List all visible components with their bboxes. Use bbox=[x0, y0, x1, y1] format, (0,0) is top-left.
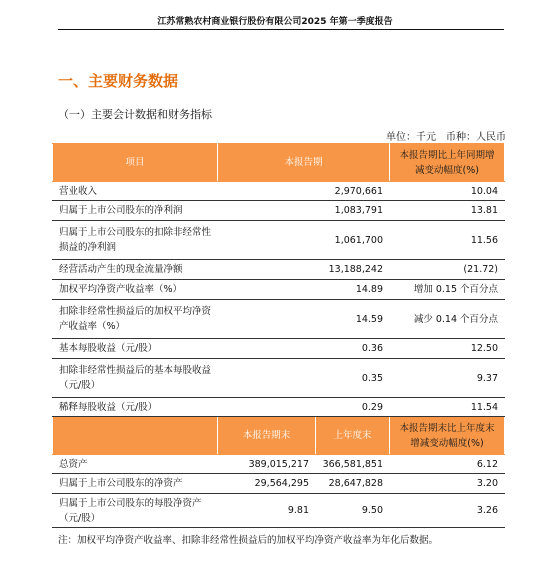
row-change: (21.72) bbox=[390, 260, 505, 280]
table-row bbox=[53, 182, 505, 201]
table-row bbox=[53, 474, 505, 494]
row-label: 加权平均净资产收益率（%） bbox=[53, 280, 218, 300]
row-label: 归属于上市公司股东的净利润 bbox=[53, 201, 218, 221]
row-label: 归属于上市公司股东的净资产 bbox=[53, 474, 218, 494]
table-row bbox=[53, 201, 505, 221]
row-label: 基本每股收益（元/股） bbox=[53, 339, 218, 359]
table-row bbox=[53, 260, 505, 280]
table2-header-row bbox=[53, 417, 505, 455]
table-row bbox=[53, 494, 505, 528]
row-label: 总资产 bbox=[53, 455, 218, 474]
table-row bbox=[53, 221, 505, 260]
header-period-end: 本报告期末 bbox=[218, 417, 316, 455]
header-prior-year-end: 上年度末 bbox=[316, 417, 390, 455]
row-prior: 28,647,828 bbox=[316, 474, 390, 494]
row-change: 13.81 bbox=[390, 201, 505, 221]
header-yoy-change: 本报告期比上年同期增减变动幅度(%) bbox=[390, 144, 505, 182]
row-label: 扣除非经常性损益后的基本每股收益（元/股） bbox=[53, 359, 218, 398]
row-change: 减少 0.14 个百分点 bbox=[390, 300, 505, 339]
row-value: 2,970,661 bbox=[218, 182, 390, 201]
table-row bbox=[53, 300, 505, 339]
header-period-change: 本报告期末比上年度末增减变动幅度(%) bbox=[390, 417, 505, 455]
row-value: 0.36 bbox=[218, 339, 390, 359]
table-row bbox=[53, 398, 505, 417]
unit-currency-note: 单位：千元 币种：人民币 bbox=[386, 132, 506, 143]
footnote: 注：加权平均净资产收益率、扣除非经常性损益后的加权平均净资产收益率为年化后数据。 bbox=[58, 535, 439, 546]
row-change: 10.04 bbox=[390, 182, 505, 201]
row-value: 14.89 bbox=[218, 280, 390, 300]
row-change: 6.12 bbox=[390, 455, 505, 474]
row-value: 13,188,242 bbox=[218, 260, 390, 280]
row-prior: 366,581,851 bbox=[316, 455, 390, 474]
section-title: 一、主要财务数据 bbox=[58, 72, 179, 90]
row-label: 归属于上市公司股东的扣除非经常性损益的净利润 bbox=[53, 221, 218, 260]
row-value: 0.29 bbox=[218, 398, 390, 417]
row-value: 14.59 bbox=[218, 300, 390, 339]
row-label: 经营活动产生的现金流量净额 bbox=[53, 260, 218, 280]
header-item: 项目 bbox=[53, 144, 218, 182]
row-label: 归属于上市公司股东的每股净资产（元/股） bbox=[53, 494, 218, 528]
table-row bbox=[53, 359, 505, 398]
section-subtitle: （一）主要会计数据和财务指标 bbox=[58, 108, 212, 121]
row-label: 扣除非经常性损益后的加权平均净资产收益率（%） bbox=[53, 300, 218, 339]
row-current: 9.81 bbox=[218, 494, 316, 528]
table1-header-row bbox=[53, 144, 505, 182]
table-row bbox=[53, 280, 505, 300]
row-change: 增加 0.15 个百分点 bbox=[390, 280, 505, 300]
row-value: 0.35 bbox=[218, 359, 390, 398]
row-value: 1,083,791 bbox=[218, 201, 390, 221]
row-change: 3.20 bbox=[390, 474, 505, 494]
row-current: 29,564,295 bbox=[218, 474, 316, 494]
row-change: 11.56 bbox=[390, 221, 505, 260]
row-change: 12.50 bbox=[390, 339, 505, 359]
report-header-title: 江苏常熟农村商业银行股份有限公司2025 年第一季度报告 bbox=[157, 17, 393, 27]
row-label: 稀释每股收益（元/股） bbox=[53, 398, 218, 417]
financial-data-table bbox=[52, 143, 505, 528]
row-change: 9.37 bbox=[390, 359, 505, 398]
row-value: 1,061,700 bbox=[218, 221, 390, 260]
row-change: 11.54 bbox=[390, 398, 505, 417]
row-label: 营业收入 bbox=[53, 182, 218, 201]
header-current-period: 本报告期 bbox=[218, 144, 390, 182]
row-current: 389,015,217 bbox=[218, 455, 316, 474]
row-change: 3.26 bbox=[390, 494, 505, 528]
row-prior: 9.50 bbox=[316, 494, 390, 528]
table-row bbox=[53, 339, 505, 359]
header-blank bbox=[53, 417, 218, 455]
header-divider bbox=[58, 29, 504, 30]
table-row bbox=[53, 455, 505, 474]
